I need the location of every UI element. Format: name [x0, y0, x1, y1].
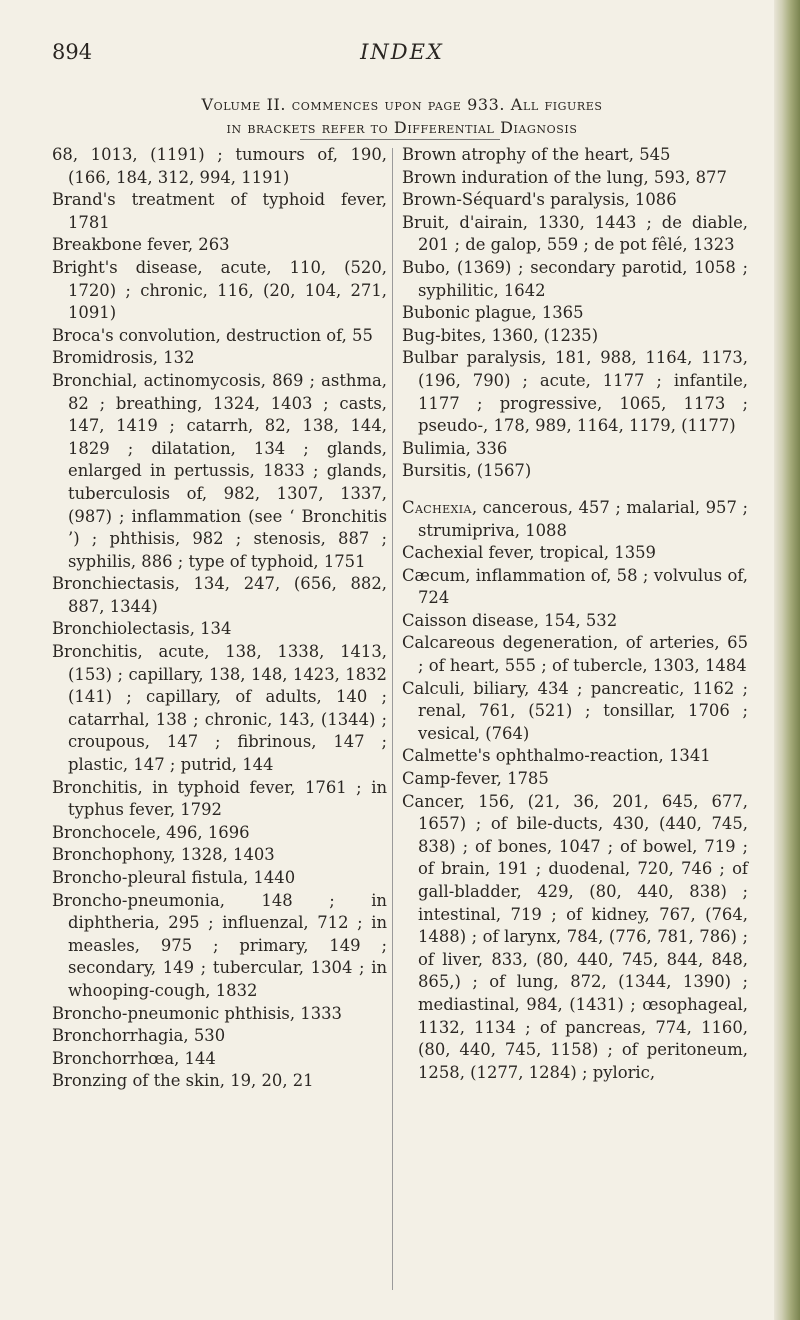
index-entry: Bromidrosis, 132 — [52, 348, 195, 368]
notice-line-1: Volume II. commences upon page 933. All figures — [201, 95, 603, 114]
volume-notice — [52, 93, 752, 139]
running-title: INDEX — [360, 40, 444, 64]
index-column-right — [402, 144, 748, 1084]
column-divider — [392, 148, 393, 1290]
section-headword: Cachexia — [402, 497, 472, 517]
index-entry: Bulbar paralysis, 181, 988, 1164, 1173, (196, 790) ; acute, 1177 ; infantile, 1177 ; progressive, 1065, 1173 ; pseudo-, 178, 989, 1164, 1179, (1177) — [402, 348, 748, 436]
index-entry: Bronchorrhagia, 530 — [52, 1026, 226, 1046]
index-entry: Bronchial, actinomycosis, 869 ; asthma, 82 ; breathing, 1324, 1403 ; casts, 147, 1419 ; catarrh, 82, 138, 144, 1829 ; dilatation, 134 ; glands, enlarged in pertussis, 1833 ; glands, tuberculosis of, 982, 1307, 1337, (987) ; inflammation (see ‘ Bronchitis ’) ; phthisis, 982 ; stenosis, 887 ; syphilis, 886 ; type of typhoid, 1751 — [52, 370, 387, 571]
index-entry: Bronchitis, in typhoid fever, 1761 ; in typhus fever, 1792 — [52, 777, 387, 820]
index-entry: Calculi, biliary, 434 ; pancreatic, 1162 ; renal, 761, (521) ; tonsillar, 1706 ; vesical, (764) — [402, 678, 748, 743]
index-entry: Cancer, 156, (21, 36, 201, 645, 677, 1657) ; of bile-ducts, 430, (440, 745, 838) ; of bones, 1047 ; of bowel, 719 ; of brain, 191 ; duodenal, 720, 746 ; of gall-bladder, 429, (80, 440, 838) ; intestinal, 719 ; of kidney, 767, (764, 1488) ; of larynx, 784, (776, 781, 786) ; of liver, 833, (80, 440, 745, 844, 848, 865,) ; of lung, 872, (1344, 1390) ; mediastinal, 984, (1431) ; œsophageal, 1132, 1134 ; of pancreas, 774, 1160, (80, 440, 745, 1158) ; of peritoneum, 1258, (1277, 1284) ; pyloric, — [402, 791, 748, 1082]
index-entry: Cachexia, cancerous, 457 ; malarial, 957 ; strumipriva, 1088 — [402, 497, 748, 540]
index-entry: Bronchophony, 1328, 1403 — [52, 845, 275, 865]
index-entry: Bronchocele, 496, 1696 — [52, 822, 250, 842]
index-entry: Bronchiectasis, 134, 247, (656, 882, 887, 1344) — [52, 574, 387, 616]
index-entry: Bronchitis, acute, 138, 1338, 1413, (153) ; capillary, 138, 148, 1423, 1832 (141) ; capillary, of adults, 140 ; catarrhal, 138 ; chronic, 143, (1344) ; croupous, 147 ; fibrinous, 147 ; plastic, 147 ; putrid, 144 — [52, 642, 387, 775]
index-entry: Brand's treatment of typhoid fever, 1781 — [52, 190, 387, 232]
index-entry: Calmette's ophthalmo-reaction, 1341 — [402, 746, 711, 766]
index-entry: Broca's convolution, destruction of, 55 — [52, 325, 373, 345]
index-entry: Broncho-pneumonia, 148 ; in diphtheria, 295 ; influenzal, 712 ; in measles, 975 ; primary, 149 ; secondary, 149 ; tubercular, 1304 ; in whooping-cough, 1832 — [52, 890, 387, 1000]
index-entry: Broncho-pleural fistula, 1440 — [52, 868, 296, 887]
index-entry: 68, 1013, (1191) ; tumours of, 190, (166, 184, 312, 994, 1191) — [52, 145, 387, 187]
index-entry: Calcareous degeneration, of arteries, 65 ; of heart, 555 ; of tubercle, 1303, 1484 — [402, 633, 748, 676]
page-header — [52, 40, 752, 80]
index-entry: Bronchiolectasis, 134 — [52, 619, 232, 639]
index-entry: Bright's disease, acute, 110, (520, 1720) ; chronic, 116, (20, 104, 271, 1091) — [52, 257, 387, 323]
index-entry: Bronzing of the skin, 19, 20, 21 — [52, 1071, 314, 1091]
index-entry: Bubonic plague, 1365 — [402, 303, 584, 323]
index-entry: Bruit, d'airain, 1330, 1443 ; de diable, 201 ; de galop, 559 ; de pot fêlé, 1323 — [402, 212, 748, 255]
index-entry: Brown atrophy of the heart, 545 — [402, 145, 671, 164]
page-edge-shadow — [774, 0, 800, 1320]
notice-line-2: in brackets refer to Differential Diagnosis — [226, 118, 578, 137]
page-number: 894 — [52, 40, 93, 64]
index-entry: Breakbone fever, 263 — [52, 235, 230, 255]
index-entry: Caisson disease, 154, 532 — [402, 610, 618, 630]
index-entry: Bulimia, 336 — [402, 438, 508, 458]
index-entry: Bursitis, (1567) — [402, 461, 532, 481]
header-rule — [300, 139, 500, 140]
index-entry: Bug-bites, 1360, (1235) — [402, 325, 599, 345]
index-entry: Broncho-pneumonic phthisis, 1333 — [52, 1003, 342, 1023]
index-entry: Cachexial fever, tropical, 1359 — [402, 543, 656, 563]
index-entry: Bronchorrhœa, 144 — [52, 1048, 216, 1068]
index-entry: Brown induration of the lung, 593, 877 — [402, 167, 727, 187]
index-entry: Brown-Séquard's paralysis, 1086 — [402, 190, 677, 210]
index-entry: Cæcum, inflammation of, 58 ; volvulus of, 724 — [402, 565, 748, 608]
index-entry: Bubo, (1369) ; secondary parotid, 1058 ; syphilitic, 1642 — [402, 257, 748, 300]
index-column-left — [52, 144, 387, 1093]
index-entry: Camp-fever, 1785 — [402, 769, 549, 789]
